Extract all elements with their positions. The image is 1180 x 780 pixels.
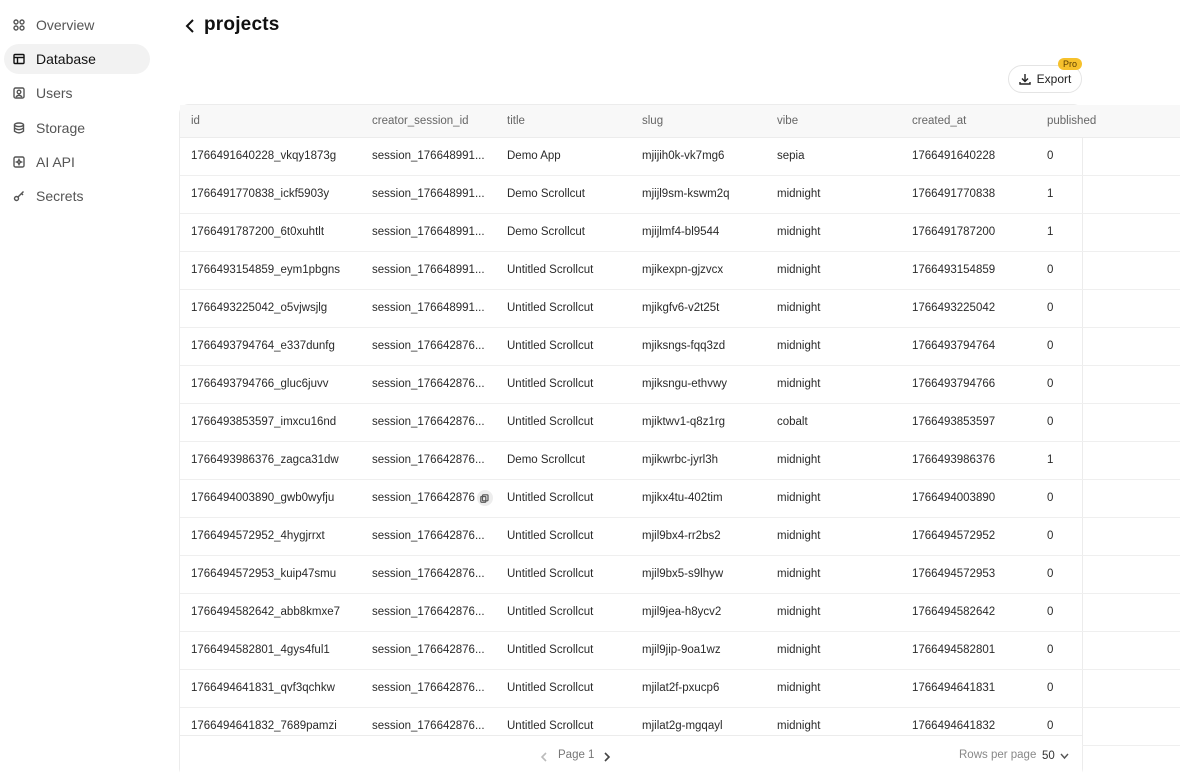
cell-text: 0	[1047, 681, 1054, 694]
table-cell-vibe[interactable]	[766, 175, 901, 213]
cell-text: 1766494572952	[912, 529, 996, 542]
cell-text: 0	[1047, 339, 1054, 352]
table-cell-slug[interactable]	[631, 631, 766, 669]
cell-text: session_176642876...	[372, 339, 485, 352]
cell-text: Untitled Scrollcut	[507, 415, 594, 428]
table-cell-title[interactable]	[496, 175, 631, 213]
ai-box-icon	[13, 156, 25, 168]
cell-text: mjiksngu-ethvwy	[642, 377, 727, 390]
table-cell-id[interactable]	[180, 213, 361, 251]
table-cell-title[interactable]	[496, 669, 631, 707]
table-row[interactable]	[180, 251, 1180, 289]
table-cell-creator-session-id[interactable]	[361, 213, 496, 251]
table-cell-published[interactable]	[1036, 251, 1180, 289]
table-cell-title[interactable]	[496, 517, 631, 555]
cell-text: 1	[1047, 453, 1054, 466]
cell-text: 1766493794766	[912, 377, 996, 390]
table-cell-id[interactable]	[180, 175, 361, 213]
table-header-row	[180, 105, 1180, 137]
cell-text: 0	[1047, 605, 1054, 618]
cell-text: midnight	[777, 567, 821, 580]
table-cell-id[interactable]	[180, 555, 361, 593]
table-cell-created-at[interactable]	[901, 137, 1036, 175]
table-cell-published[interactable]	[1036, 441, 1180, 479]
table-cell-creator-session-id[interactable]	[361, 631, 496, 669]
cell-text: session_176642876...	[372, 719, 485, 732]
cell-text: 1766493794766_gluc6juvv	[191, 377, 329, 390]
cell-text: session_176642876...	[372, 415, 485, 428]
table-cell-creator-session-id[interactable]	[361, 327, 496, 365]
table-cell-created-at[interactable]	[901, 441, 1036, 479]
cell-text: session_176642876...	[372, 643, 485, 656]
chevron-left-icon	[541, 752, 547, 762]
table-cell-published[interactable]	[1036, 213, 1180, 251]
cell-text: midnight	[777, 225, 821, 238]
table-cell-id[interactable]	[180, 137, 361, 175]
column-header-title[interactable]: title	[496, 105, 631, 137]
table-row[interactable]	[180, 327, 1180, 365]
cell-text: 1	[1047, 225, 1054, 238]
cell-text: session_176642876...	[372, 377, 485, 390]
table-cell-published[interactable]	[1036, 479, 1180, 517]
table-row[interactable]	[180, 517, 1180, 555]
download-icon	[1019, 73, 1031, 85]
cell-text: 1766493986376_zagca31dw	[191, 453, 339, 466]
table-cell-creator-session-id[interactable]	[361, 403, 496, 441]
table-cell-id[interactable]	[180, 251, 361, 289]
table-cell-slug[interactable]	[631, 479, 766, 517]
user-square-icon	[13, 87, 25, 99]
cell-text: 1766491787200	[912, 225, 996, 238]
cell-text: Untitled Scrollcut	[507, 301, 594, 314]
sidebar-item-overview[interactable]	[4, 10, 150, 40]
table-cell-title[interactable]	[496, 137, 631, 175]
table-cell-published[interactable]	[1036, 137, 1180, 175]
table-row[interactable]	[180, 289, 1180, 327]
next-page-button[interactable]	[601, 750, 613, 764]
grid-icon	[13, 19, 25, 31]
table-cell-creator-session-id[interactable]	[361, 517, 496, 555]
table-cell-vibe[interactable]	[766, 213, 901, 251]
cell-text: 1766494641831	[912, 681, 996, 694]
cell-text: 1	[1047, 187, 1054, 200]
cell-text: Untitled Scrollcut	[507, 681, 594, 694]
cell-text: 1766491640228	[912, 149, 996, 162]
cell-text: 1766494582801	[912, 643, 996, 656]
cell-text: 1766491770838_ickf5903y	[191, 187, 330, 200]
table-cell-title[interactable]	[496, 441, 631, 479]
table-cell-published[interactable]	[1036, 403, 1180, 441]
table-cell-published[interactable]	[1036, 175, 1180, 213]
sidebar-item-label: Database	[36, 51, 96, 67]
table-cell-id[interactable]	[180, 669, 361, 707]
cell-text: 0	[1047, 529, 1054, 542]
previous-page-button[interactable]	[538, 750, 550, 764]
table-cell-id[interactable]	[180, 441, 361, 479]
cell-text: 1766494003890	[912, 491, 996, 504]
cell-text: mjikwrbc-jyrl3h	[642, 453, 719, 466]
column-header-id[interactable]: id	[180, 105, 361, 137]
table-cell-creator-session-id[interactable]	[361, 365, 496, 403]
cell-text: session_176648991...	[372, 187, 485, 200]
table-cell-created-at[interactable]	[901, 517, 1036, 555]
cell-text: Untitled Scrollcut	[507, 719, 594, 732]
sidebar-item-label: Users	[36, 85, 73, 101]
table-cell-published[interactable]	[1036, 631, 1180, 669]
cell-text: midnight	[777, 187, 821, 200]
cell-text: 0	[1047, 567, 1054, 580]
sidebar-item-database[interactable]	[4, 44, 150, 74]
cell-text: mjijlmf4-bl9544	[642, 225, 720, 238]
table-cell-published[interactable]	[1036, 365, 1180, 403]
table-cell-slug[interactable]	[631, 669, 766, 707]
table-cell-published[interactable]	[1036, 517, 1180, 555]
table-cell-created-at[interactable]	[901, 555, 1036, 593]
table-row[interactable]	[180, 441, 1180, 479]
table-row[interactable]	[180, 669, 1180, 707]
table-icon	[13, 53, 25, 65]
table-cell-slug[interactable]	[631, 251, 766, 289]
table-cell-creator-session-id[interactable]	[361, 137, 496, 175]
table-row[interactable]	[180, 137, 1180, 175]
table-row[interactable]	[180, 479, 1180, 517]
cell-text: session_176648991...	[372, 263, 485, 276]
cell-text: 0	[1047, 415, 1054, 428]
table-cell-title[interactable]	[496, 365, 631, 403]
cell-text: 1766493154859_eym1pbgns	[191, 263, 340, 276]
column-header-vibe[interactable]: vibe	[766, 105, 901, 137]
table-cell-created-at[interactable]	[901, 593, 1036, 631]
cell-text: 1766493154859	[912, 263, 996, 276]
table-cell-creator-session-id[interactable]	[361, 441, 496, 479]
cell-text: mjilat2g-mgqayl	[642, 719, 723, 732]
table-cell-creator-session-id[interactable]	[361, 289, 496, 327]
table-cell-created-at[interactable]	[901, 669, 1036, 707]
cell-text: Demo Scrollcut	[507, 225, 585, 238]
column-header-created-at[interactable]: created_at	[901, 105, 1036, 137]
table-cell-published[interactable]	[1036, 555, 1180, 593]
cell-text: midnight	[777, 453, 821, 466]
table-cell-creator-session-id[interactable]	[361, 479, 496, 517]
table-cell-published[interactable]	[1036, 327, 1180, 365]
table-cell-title[interactable]	[496, 479, 631, 517]
sidebar-item-label: Secrets	[36, 188, 84, 204]
data-table-card	[179, 104, 1097, 778]
table-cell-creator-session-id[interactable]	[361, 251, 496, 289]
table-scroll-area[interactable]	[180, 105, 1097, 735]
copy-icon[interactable]	[477, 490, 493, 506]
cell-text: 1766494641831_qvf3qchkw	[191, 681, 335, 694]
cell-text: 1766494582801_4gys4ful1	[191, 643, 330, 656]
table-cell-slug[interactable]	[631, 555, 766, 593]
cell-text: session_176642876...	[372, 605, 485, 618]
cell-text: Untitled Scrollcut	[507, 605, 594, 618]
table-cell-slug[interactable]	[631, 137, 766, 175]
table-cell-created-at[interactable]	[901, 479, 1036, 517]
table-cell-creator-session-id[interactable]	[361, 593, 496, 631]
table-cell-slug[interactable]	[631, 175, 766, 213]
cell-text: Demo App	[507, 149, 561, 162]
cell-text: midnight	[777, 377, 821, 390]
cell-text: 1766494582642_abb8kmxe7	[191, 605, 340, 618]
cell-text: 1766491770838	[912, 187, 996, 200]
table-cell-created-at[interactable]	[901, 403, 1036, 441]
cell-text: midnight	[777, 643, 821, 656]
table-row[interactable]	[180, 365, 1180, 403]
cell-text: 1766493853597_imxcu16nd	[191, 415, 337, 428]
cell-text: midnight	[777, 719, 821, 732]
sidebar-item-secrets[interactable]	[4, 181, 150, 211]
cell-text: mjiktwv1-q8z1rg	[642, 415, 726, 428]
rows-per-page-value: 50	[1042, 750, 1055, 762]
table-cell-vibe[interactable]	[766, 669, 901, 707]
table-cell-published[interactable]	[1036, 669, 1180, 707]
sidebar-item-users[interactable]	[4, 78, 150, 108]
table-cell-vibe[interactable]	[766, 517, 901, 555]
table-cell-slug[interactable]	[631, 365, 766, 403]
cell-text: 1766493794764	[912, 339, 996, 352]
table-cell-vibe[interactable]	[766, 479, 901, 517]
table-cell-title[interactable]	[496, 593, 631, 631]
cell-text: Demo Scrollcut	[507, 453, 585, 466]
table-cell-title[interactable]	[496, 251, 631, 289]
export-button-label: Export	[1036, 72, 1072, 86]
cell-text: 0	[1047, 719, 1054, 732]
cell-text: 1766494572953	[912, 567, 996, 580]
table-row[interactable]	[180, 213, 1180, 251]
chevron-right-icon	[604, 752, 610, 762]
sidebar-item-label: Storage	[36, 120, 86, 136]
cell-text: 1766493225042_o5vjwsjlg	[191, 301, 328, 314]
cell-text: 1766493853597	[912, 415, 996, 428]
back-button[interactable]	[182, 17, 198, 35]
cell-text: Demo Scrollcut	[507, 187, 585, 200]
chevron-down-icon	[1060, 753, 1069, 759]
table-cell-id[interactable]	[180, 593, 361, 631]
table-cell-title[interactable]	[496, 555, 631, 593]
cell-text: Untitled Scrollcut	[507, 529, 594, 542]
cell-text: Untitled Scrollcut	[507, 339, 594, 352]
data-table	[180, 105, 1180, 746]
pro-badge: Pro	[1058, 58, 1082, 70]
cell-text: 0	[1047, 491, 1054, 504]
table-cell-creator-session-id[interactable]	[361, 669, 496, 707]
cell-text: 1766493794764_e337dunfg	[191, 339, 335, 352]
cell-text: mjiksngs-fqq3zd	[642, 339, 726, 352]
table-cell-vibe[interactable]	[766, 289, 901, 327]
table-cell-created-at[interactable]	[901, 213, 1036, 251]
table-cell-slug[interactable]	[631, 213, 766, 251]
cell-text: mjikexpn-gjzvcx	[642, 263, 724, 276]
database-icon	[13, 122, 25, 134]
cell-text: Untitled Scrollcut	[507, 567, 594, 580]
cell-text: Untitled Scrollcut	[507, 491, 594, 504]
cell-text: Untitled Scrollcut	[507, 377, 594, 390]
table-cell-vibe[interactable]	[766, 327, 901, 365]
cell-text: 0	[1047, 263, 1054, 276]
cell-text: Untitled Scrollcut	[507, 643, 594, 656]
table-cell-vibe[interactable]	[766, 631, 901, 669]
cell-text: Untitled Scrollcut	[507, 263, 594, 276]
table-row[interactable]	[180, 175, 1180, 213]
table-cell-created-at[interactable]	[901, 631, 1036, 669]
table-row[interactable]	[180, 593, 1180, 631]
table-cell-created-at[interactable]	[901, 327, 1036, 365]
cell-text: session_176642876...	[372, 529, 485, 542]
cell-text: 1766494572952_4hygjrrxt	[191, 529, 325, 542]
cell-text: mjil9jea-h8ycv2	[642, 605, 722, 618]
table-cell-id[interactable]	[180, 631, 361, 669]
table-cell-created-at[interactable]	[901, 175, 1036, 213]
table-cell-vibe[interactable]	[766, 441, 901, 479]
cell-text: midnight	[777, 491, 821, 504]
table-cell-vibe[interactable]	[766, 555, 901, 593]
table-cell-title[interactable]	[496, 631, 631, 669]
table-cell-id[interactable]	[180, 289, 361, 327]
column-header-slug[interactable]: slug	[631, 105, 766, 137]
table-cell-published[interactable]	[1036, 289, 1180, 327]
cell-text: midnight	[777, 605, 821, 618]
table-cell-slug[interactable]	[631, 593, 766, 631]
table-cell-created-at[interactable]	[901, 289, 1036, 327]
cell-text: mjilat2f-pxucp6	[642, 681, 720, 694]
table-cell-title[interactable]	[496, 213, 631, 251]
table-cell-published[interactable]	[1036, 593, 1180, 631]
table-cell-id[interactable]	[180, 403, 361, 441]
cell-text: mjikgfv6-v2t25t	[642, 301, 720, 314]
table-cell-title[interactable]	[496, 289, 631, 327]
page-indicator: Page 1	[558, 749, 595, 761]
table-cell-id[interactable]	[180, 517, 361, 555]
table-cell-id[interactable]	[180, 365, 361, 403]
cell-text: session_176648991...	[372, 225, 485, 238]
table-row[interactable]	[180, 555, 1180, 593]
table-cell-title[interactable]	[496, 403, 631, 441]
table-cell-vibe[interactable]	[766, 365, 901, 403]
cell-text: session_176648991...	[372, 149, 485, 162]
key-icon	[13, 190, 25, 202]
cell-text: mjikx4tu-402tim	[642, 491, 723, 504]
cell-text: session_176642876...	[372, 681, 485, 694]
table-cell-slug[interactable]	[631, 327, 766, 365]
cell-text: 1766494641832_7689pamzi	[191, 719, 337, 732]
cell-text: midnight	[777, 263, 821, 276]
table-cell-vibe[interactable]	[766, 403, 901, 441]
cell-text: 0	[1047, 643, 1054, 656]
table-footer	[180, 735, 1082, 780]
cell-text: mjil9bx4-rr2bs2	[642, 529, 721, 542]
cell-text: session_176642876...	[372, 453, 485, 466]
column-header-published[interactable]: published	[1036, 105, 1180, 137]
table-cell-slug[interactable]	[631, 441, 766, 479]
cell-text: session_176642876...	[372, 567, 485, 580]
cell-text: 1766494572953_kuip47smu	[191, 567, 337, 580]
table-cell-creator-session-id[interactable]	[361, 175, 496, 213]
cell-text: 1766494582642	[912, 605, 996, 618]
cell-text: 1766493986376	[912, 453, 996, 466]
chevron-left-icon	[185, 19, 195, 33]
column-header-creator-session-id[interactable]: creator_session_id	[361, 105, 496, 137]
cell-text: 1766491787200_6t0xuhtlt	[191, 225, 325, 238]
table-cell-slug[interactable]	[631, 289, 766, 327]
table-row[interactable]	[180, 403, 1180, 441]
table-cell-creator-session-id[interactable]	[361, 555, 496, 593]
cell-text: sepia	[777, 149, 805, 162]
table-cell-created-at[interactable]	[901, 365, 1036, 403]
cell-text: mjil9bx5-s9lhyw	[642, 567, 724, 580]
sidebar-item-label: Overview	[36, 17, 95, 33]
cell-text: 1766493225042	[912, 301, 996, 314]
cell-text: session_176648991...	[372, 301, 485, 314]
sidebar	[0, 0, 160, 780]
cell-text: 1766494641832	[912, 719, 996, 732]
page-title: projects	[204, 14, 280, 35]
sidebar-item-storage[interactable]	[4, 113, 150, 143]
rows-per-page-label: Rows per page	[959, 749, 1037, 761]
table-cell-title[interactable]	[496, 327, 631, 365]
table-cell-slug[interactable]	[631, 403, 766, 441]
cell-text: cobalt	[777, 415, 808, 428]
cell-text: midnight	[777, 681, 821, 694]
rows-per-page-select[interactable]	[1042, 747, 1069, 765]
table-cell-slug[interactable]	[631, 517, 766, 555]
cell-text: midnight	[777, 339, 821, 352]
cell-text: midnight	[777, 529, 821, 542]
table-row[interactable]	[180, 631, 1180, 669]
cell-text: 1766491640228_vkqy1873g	[191, 149, 337, 162]
cell-text: 0	[1047, 377, 1054, 390]
cell-text: mjil9jip-9oa1wz	[642, 643, 721, 656]
table-cell-vibe[interactable]	[766, 593, 901, 631]
table-cell-vibe[interactable]	[766, 251, 901, 289]
cell-text: midnight	[777, 301, 821, 314]
cell-text: 0	[1047, 301, 1054, 314]
cell-text: mjijl9sm-kswm2q	[642, 187, 730, 200]
table-cell-id[interactable]	[180, 327, 361, 365]
table-cell-vibe[interactable]	[766, 137, 901, 175]
cell-text: 1766494003890_gwb0wyfju	[191, 491, 335, 504]
table-cell-id[interactable]	[180, 479, 361, 517]
cell-text: session_176642876	[372, 492, 475, 504]
sidebar-item-ai-api[interactable]	[4, 147, 150, 177]
table-cell-created-at[interactable]	[901, 251, 1036, 289]
cell-text: mjijih0k-vk7mg6	[642, 149, 725, 162]
sidebar-item-label: AI API	[36, 154, 75, 170]
cell-text: 0	[1047, 149, 1054, 162]
